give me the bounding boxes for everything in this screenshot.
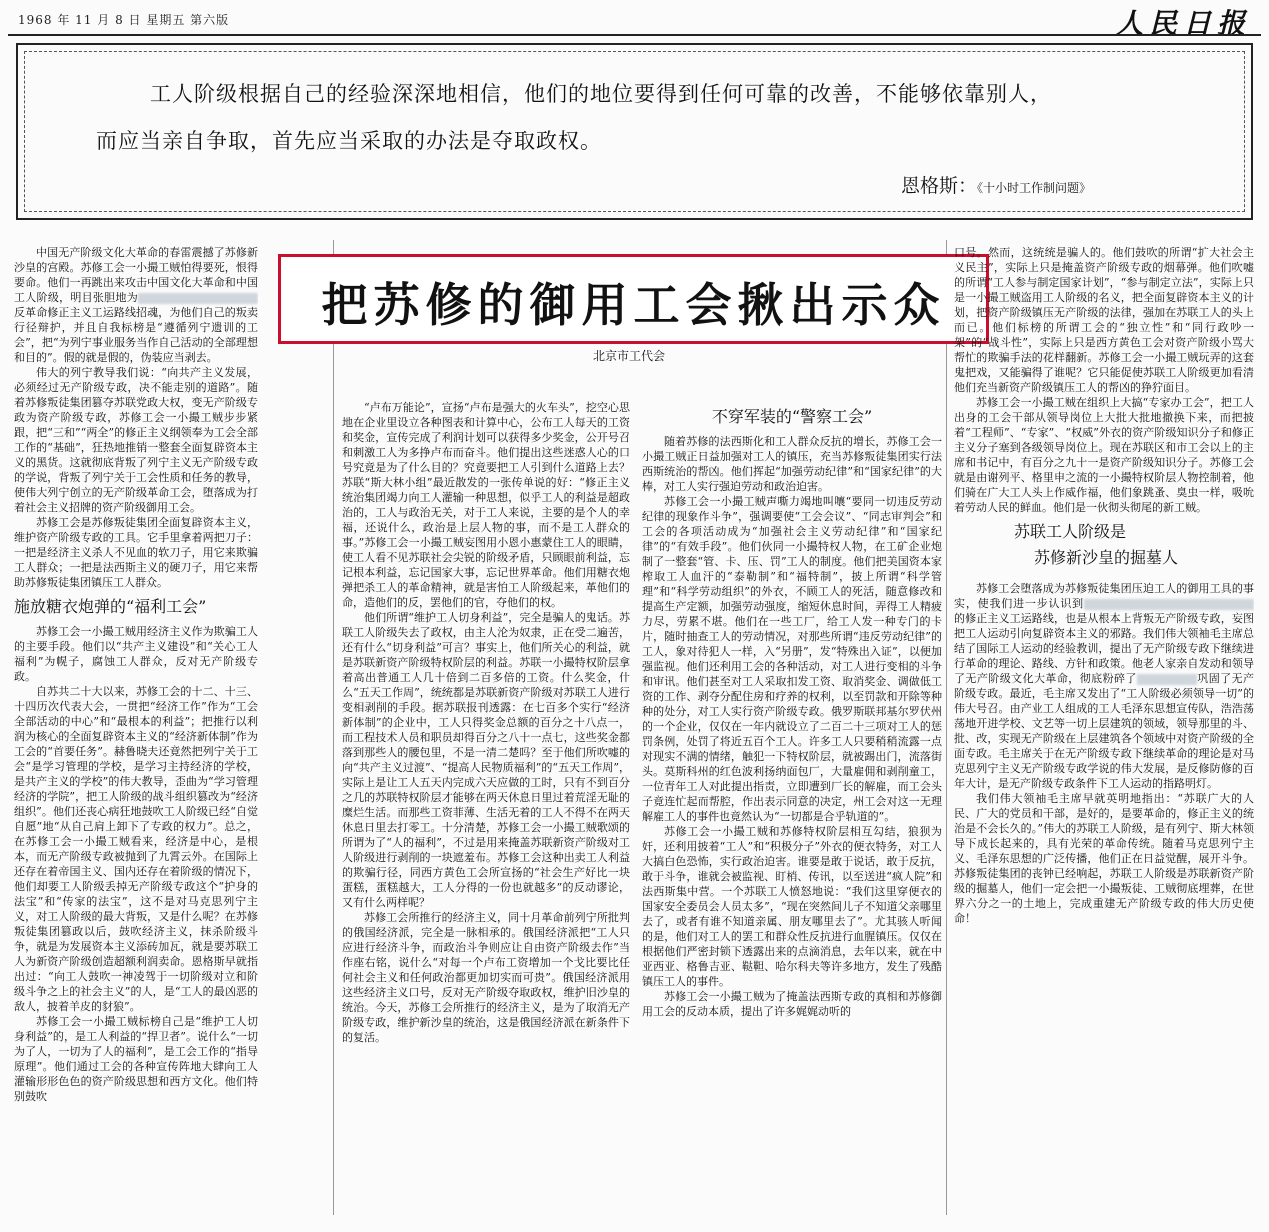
paragraph: 伟大的列宁教导我们说：“向共产主义发展，必须经过无产阶级专政，决不能走别的道路”。随着苏修叛徒集团篡夺苏联党政大权，变无产阶级专政为资产阶级专政，苏修工会一小撮工贼步步紧跟，把“三和”“两全”的修正主义纲领奉为工会全部工作的“基础”，狂热地推销一整套全面复辟资本主义的黑货。这就彻底背叛了列宁主义无产阶级专政的学说，背叛了列宁关于工会性质和任务的教导，使伟大列宁创立的无产阶级革命工会，堕落成为打着社会主义招牌的资产阶级御用工会。 bbox=[14, 366, 258, 514]
quotation-attribution bbox=[901, 171, 1091, 198]
headline-box bbox=[278, 254, 989, 344]
article-byline: 北京市工代会 bbox=[593, 349, 666, 363]
section-heading: 苏联工人阶级是 苏修新沙皇的掘墓人 bbox=[1014, 522, 1179, 567]
paragraph: 苏修工会是苏修叛徒集团全面复辟资本主义，维护资产阶级专政的工具。它手里拿着两把刀子：一把是经济主义杀人不见血的软刀子，用它来欺骗工人群众；一把是法西斯主义的硬刀子，用它来帮助苏修叛徒集团镇压工人群众。 bbox=[14, 516, 258, 589]
article-column-1 bbox=[14, 245, 258, 1213]
masthead bbox=[0, 0, 1269, 40]
article-column-3 bbox=[642, 400, 942, 1212]
paragraph: 苏修工会一小撮工贼和苏修特权阶层相互勾结，狼狈为奸，还利用披着“工人”和“积极分子”外衣的便衣特务，对工人大搞白色恐怖，实行政治迫害。谁要是敢于说话，敢于反抗，敢于斗争，谁就会被监视、盯梢、传讯，以至送进“疯人院”和法西斯集中营。一个苏联工人愤怒地说：“我们这里穿便衣的国家安全委员会人员太多”，“现在突然间儿子不知道父亲哪里去了，或者有谁不知道亲属、朋友哪里去了”。尤其骇人听闻的是，他们对工人的罢工和群众性反抗进行血腥镇压。仅仅在根据他们严密封锁下透露出来的点滴消息，去年以来，就在中亚西亚、格鲁吉亚、鞑靼、哈尔科夫等许多地方，发生了残酷镇压工人的事件。 bbox=[642, 825, 942, 988]
quotation-source: 《十小时工作制问题》 bbox=[976, 181, 1091, 195]
redacted-text bbox=[1137, 674, 1197, 685]
quotation-author: 恩格斯： bbox=[900, 175, 977, 197]
redacted-text bbox=[138, 293, 258, 304]
quotation-line-2: 而应当亲自争取，首先应当采取的办法是夺取政权。 bbox=[96, 129, 602, 153]
quotation-line-1: 工人阶级根据自己的经验深深地相信，他们的地位要得到任何可靠的改善，不能够依靠别人， bbox=[150, 82, 1052, 106]
paragraph: 中国无产阶级文化大革命的春雷震撼了苏修新沙皇的宫殿。苏修工会一小撮工贼怕得要死，恨得要命。他们一再跳出来攻击中国文化大革命和中国工人阶级，明目张胆地为反革命修正主义工运路线招魂，为他们自己的叛卖行径辩护，并且自我标榜是“遵循列宁遗训的工会”，把“为列宁事业服务当作自己活动的全部理想和目的”。假的就是假的，伪装应当剥去。 bbox=[14, 246, 258, 364]
paragraph: 我们伟大领袖毛主席早就英明地指出：“苏联广大的人民、广大的党员和干部，是好的，是要革命的，修正主义的统治是不会长久的。”伟大的苏联工人阶级，是有列宁、斯大林领导下成长起来的，具有光荣的革命传统。随着马克思列宁主义、毛泽东思想的广泛传播，他们正在日益觉醒，展开斗争。苏修叛徒集团的丧钟已经响起，苏联工人阶级是苏联新资产阶级的掘墓人，他们一定会把一小撮叛徒、工贼彻底埋葬，在世界六分之一的土地上，完成重建无产阶级专政的伟大历史使命！ bbox=[954, 792, 1254, 925]
article-column-4 bbox=[954, 245, 1254, 1213]
redacted-text bbox=[1084, 599, 1254, 610]
article-title: 把苏修的御用工会揪出示众 bbox=[321, 278, 946, 332]
paragraph: “卢布万能论”，宣扬“卢布是强大的火车头”，挖空心思地在企业里设立各种图表和计算中心，公布工人每天的工资和奖金，宣传完成了利润计划可以获得多少奖金，公开号召和刺激工人为多挣卢布而奋斗。他们提出这些迷惑人心的口号究竟是为了什么目的？究竟要把工人引到什么道路上去？苏联“斯大林小组”最近散发的一张传单说的好：“修正主义统治集团竭力向工人灌输一种思想，似乎工人的利益是超政治的，工人与政治无关，对于工人来说，主要的是个人的幸福，还说什么，政治是上层人物的事，而不是工人群众的事。”苏修工会一小撮工贼妄图用小恩小惠蒙住工人的眼睛，使工人看不见苏联社会尖锐的阶级矛盾，只顾眼前利益，忘记根本利益，忘记国家大事，忘记世界革命。他们用糖衣炮弹把杀工人的革命精神，就是害怕工人阶级起来，革他们的命，造他们的反，罢他们的官，夺他们的权。 bbox=[342, 401, 630, 609]
masthead-rule bbox=[8, 34, 1261, 36]
paragraph: 随着苏修的法西斯化和工人群众反抗的增长，苏修工会一小撮工贼正日益加强对工人的镇压，充当苏修叛徒集团实行法西斯统治的帮凶。他们挥起“加强劳动纪律”和“国家纪律”的大棒，对工人实行强迫劳动和政治迫害。 bbox=[642, 435, 942, 493]
paragraph: 自苏共二十大以来，苏修工会的十二、十三、十四历次代表大会，一贯把“经济工作”作为“工会全部活动的中心”和“最根本的利益”；把推行以利润为核心的全面复辟资本主义的“经济新体制”作为工会的“首要任务”。赫鲁晓夫还竟然把列宁关于工会“是学习管理的学校，是学习主持经济的学校，是共产主义的学校”的伟大教导，歪曲为“学习管理经济的学院”，把工人阶级的战斗组织篡改为“经济组织”。他们还丧心病狂地鼓吹工人阶级已经“自觉自愿”地“从自己肩上卸下了专政的权力”。总之，在苏修工会一小撮工贼看来，经济是中心，是根本，而无产阶级专政被抛到了九霄云外。在国际上还存在着帝国主义、国内还存在着阶级的情况下，他们却要工人阶级丢掉无产阶级专政这个“护身的法宝”和“传家的法宝”，这不是对马克思列宁主义，对工人阶级的最大背叛，又是什么呢？在苏修叛徒集团篡政以后，鼓吹经济主义，抹杀阶级斗争，就是为发展资本主义添砖加瓦，就是要苏联工人为新资产阶级创造超额利润卖命。恩格斯早就指出过：“向工人鼓吹一神凌驾于一切阶级对立和阶级斗争之上的社会主义”的人，是“工人的最凶恶的敌人，披着羊皮的豺狼”。 bbox=[14, 685, 258, 1013]
quotation-box bbox=[16, 43, 1253, 220]
column-divider bbox=[333, 240, 334, 1215]
issue-date: 1968 年 11 月 8 日 星期五 第六版 bbox=[18, 13, 230, 27]
section-heading: 不穿军装的“警察工会” bbox=[711, 407, 873, 426]
column-divider bbox=[946, 240, 947, 1215]
paragraph: 口号。然而，这统统是骗人的。他们鼓吹的所谓“扩大社会主义民主”，实际上只是掩盖资产阶级专政的烟幕弹。他们吹嘘的所谓“工人参与制定国家计划”，“参与制定立法”，实际上只是一小撮工贼盗用工人阶级的名义，把全面复辟资本主义的计划，把资产阶级镇压无产阶级的法律，强加在苏联工人的头上而已。他们标榜的所谓工会的“独立性”和“同行政吵一架”的“战斗性”，实际上只是西方黄色工会对资产阶级小骂大帮忙的欺骗手法的花样翻新。苏修工会一小撮工贼玩弄的这套鬼把戏，又能骗得了谁呢？它只能促使苏联工人阶级更加看清他们充当新资产阶级镇压工人的帮凶的狰狞面目。 bbox=[954, 246, 1254, 394]
paragraph: 苏修工会所推行的经济主义，同十月革命前列宁所批判的俄国经济派，完全是一脉相承的。俄国经济派把“工人只应进行经济斗争，而政治斗争则应让自由资产阶级去作”当作座右铭，说什么“对每一个卢布工资增加一个戈比要比任何社会主义和任何政治都更加切实而可贵”。俄国经济派用这些经济主义口号，反对无产阶级夺取政权，维护旧沙皇的统治。今天，苏修工会所推行的经济主义，是为了取消无产阶级专政，维护新沙皇的统治，这是俄国经济派在新条件下的复活。 bbox=[342, 911, 630, 1044]
paragraph: 苏修工会一小撮工贼声嘶力竭地叫嚷“要同一切违反劳动纪律的现象作斗争”，强调要使“工会会议”、“同志审判会”和工会的各项活动成为“加强社会主义劳动纪律”和“国家纪律”的“有效手段”。他们伙同一小撮特权人物，在工矿企业炮制了一整套“管、卡、压、罚”工人的制度。他们把美国资本家榨取工人血汗的“泰勒制”和“福特制”，披上所谓“科学管理”和“科学劳动组织”的外衣，不顾工人的死活，随意修改和提高生产定额，加强劳动强度，缩短休息时间，弄得工人精疲力尽，劳累不堪。他们在一些工厂，给工人发一种专门的卡片，随时抽查工人的劳动情况，对那些所谓“违反劳动纪律”的工人，象对待犯人一样，入“另册”，发“特殊出入证”，以便加强监视。他们还利用工会的各种活动，对工人进行变相的斗争和审讯。他们甚至对工人采取扣发工资、取消奖金、调做低工资的工作、剥夺分配住房和疗养的权利，以至罚款和开除等种种的处分，对工人实行资产阶级专政。俄罗斯联邦基尔罗伏州的一个企业，仅仅在一年内就设立了二百二十三项对工人的惩罚条例，处罚了将近五百个工人。许多工人只要稍稍流露一点对现实不满的情绪，触犯一下特权阶层，就被踢出门，流落街头。莫斯科州的红色波利扬纳面包厂，大量雇佣和剥削童工，一位青年工人对此提出指责，立即遭到厂长的解雇，而工会头子竟连忙起而帮腔，作出表示同意的决定，州工会对这一无理解雇工人的事件也竟然认为“一切都是合乎轨道的”。 bbox=[642, 495, 942, 823]
paragraph: 苏修工会一小撮工贼标榜自己是“维护工人切身利益”的，是工人利益的“捍卫者”。说什么“一切为了人，一切为了人的福利”，是工会工作的“指导原理”。他们通过工会的各种宣传阵地大肆向工人灌输形形色色的资产阶级思想和西方文化。他们特别鼓吹 bbox=[14, 1015, 258, 1103]
paragraph: 苏修工会一小撮工贼用经济主义作为欺骗工人的主要手段。他们以“共产主义建设”和“关心工人福利”为幌子，腐蚀工人群众，反对无产阶级专政。 bbox=[14, 625, 258, 683]
paragraph: 他们所谓“维护工人切身利益”，完全是骗人的鬼话。苏联工人阶级失去了政权，由主人沦为奴隶，正在受二遍苦，还有什么“切身利益”可言？事实上，他们所关心的利益，就是苏联新资产阶级特权阶层的利益。苏联一小撮特权阶层拿着高出普通工人几十倍到二百多倍的工资。什么奖金，什么“五天工作周”，统统都是苏联新资产阶级对苏联工人进行变相剥削的手段。据苏联报刊透露：在七百多个实行“经济新体制”的企业中，工人只得奖金总额的百分之十八点一，而工程技术人员和职员却得百分之八十一点七，这些奖金都落到那些人的腰包里，不是一清二楚吗？至于他们所吹嘘的向“共产主义过渡”、“提高人民物质福利”的“五天工作周”，实际上是让工人五天内完成六天应做的工时，只有不到百分之几的苏联特权阶层才能够在两天休息日里过着荒淫无耻的糜烂生活。而那些工资菲薄、生活无着的工人不得不在两天休息日里去打零工。十分清楚，苏修工会一小撮工贼歌颂的所谓为了“人的福利”，不过是用来掩盖苏联新资产阶级对工人阶级进行剥削的一块遮羞布。苏修工会这种出卖工人利益的欺骗行径，同西方黄色工会所宣扬的“社会生产好比一块蛋糕，蛋糕越大，工人分得的一份也就越多”的反动谬论，又有什么两样呢？ bbox=[342, 611, 630, 909]
newspaper-logo: 人民日报 bbox=[1114, 7, 1251, 40]
paragraph: 苏修工会一小撮工贼在组织上大搞“专家办工会”，把工人出身的工会干部从领导岗位上大批大批地撤换下来，而把披着“工程师”、“专家”、“权威”外衣的资产阶级知识分子和修正主义分子塞到各级领导岗位上。现在苏联区和市工会以上的主席和书记中，有百分之九十一是资产阶级知识分子。苏修工会就是由谢列平、格里申之流的一小撮特权阶层人物控制着，他们骑在广大工人头上作威作福，他们象跳蚤、臭虫一样，吸吮着劳动人民的鲜血。他们是一伙彻头彻尾的新工贼。 bbox=[954, 396, 1254, 514]
paragraph: 苏修工会一小撮工贼为了掩盖法西斯专政的真相和苏修御用工会的反动本质，提出了许多娓娓动听的 bbox=[642, 990, 942, 1018]
article-column-2 bbox=[342, 400, 630, 1212]
paragraph: 苏修工会堕落成为苏修叛徒集团压迫工人的御用工具的事实，使我们进一步认识到的修正主义工运路线，也是从根本上背叛无产阶级专政，妄图把工人运动引向复辟资本主义的邪路。我们伟大领袖毛主席总结了国际工人运动的经验教训，提出了无产阶级专政下继续进行革命的理论、路线、方针和政策。他老人家亲自发动和领导了无产阶级文化大革命，彻底粉碎了 巩固了无产阶级专政。最近，毛主席又发出了“工人阶级必须领导一切”的伟大号召。由产业工人组成的工人毛泽东思想宣传队，浩浩荡荡地开进学校、文艺等一切上层建筑的领域，领导那里的斗、批、改，实现无产阶级在上层建筑各个领域中对资产阶级的全面专政。毛主席关于在无产阶级专政下继续革命的理论是对马克思列宁主义无产阶级专政学说的伟大发展，是反修防修的百年大计，是无产阶级专政条件下工人运动的指路明灯。 bbox=[954, 582, 1254, 790]
section-heading: 施放糖衣炮弹的“福利工会” bbox=[14, 597, 207, 616]
